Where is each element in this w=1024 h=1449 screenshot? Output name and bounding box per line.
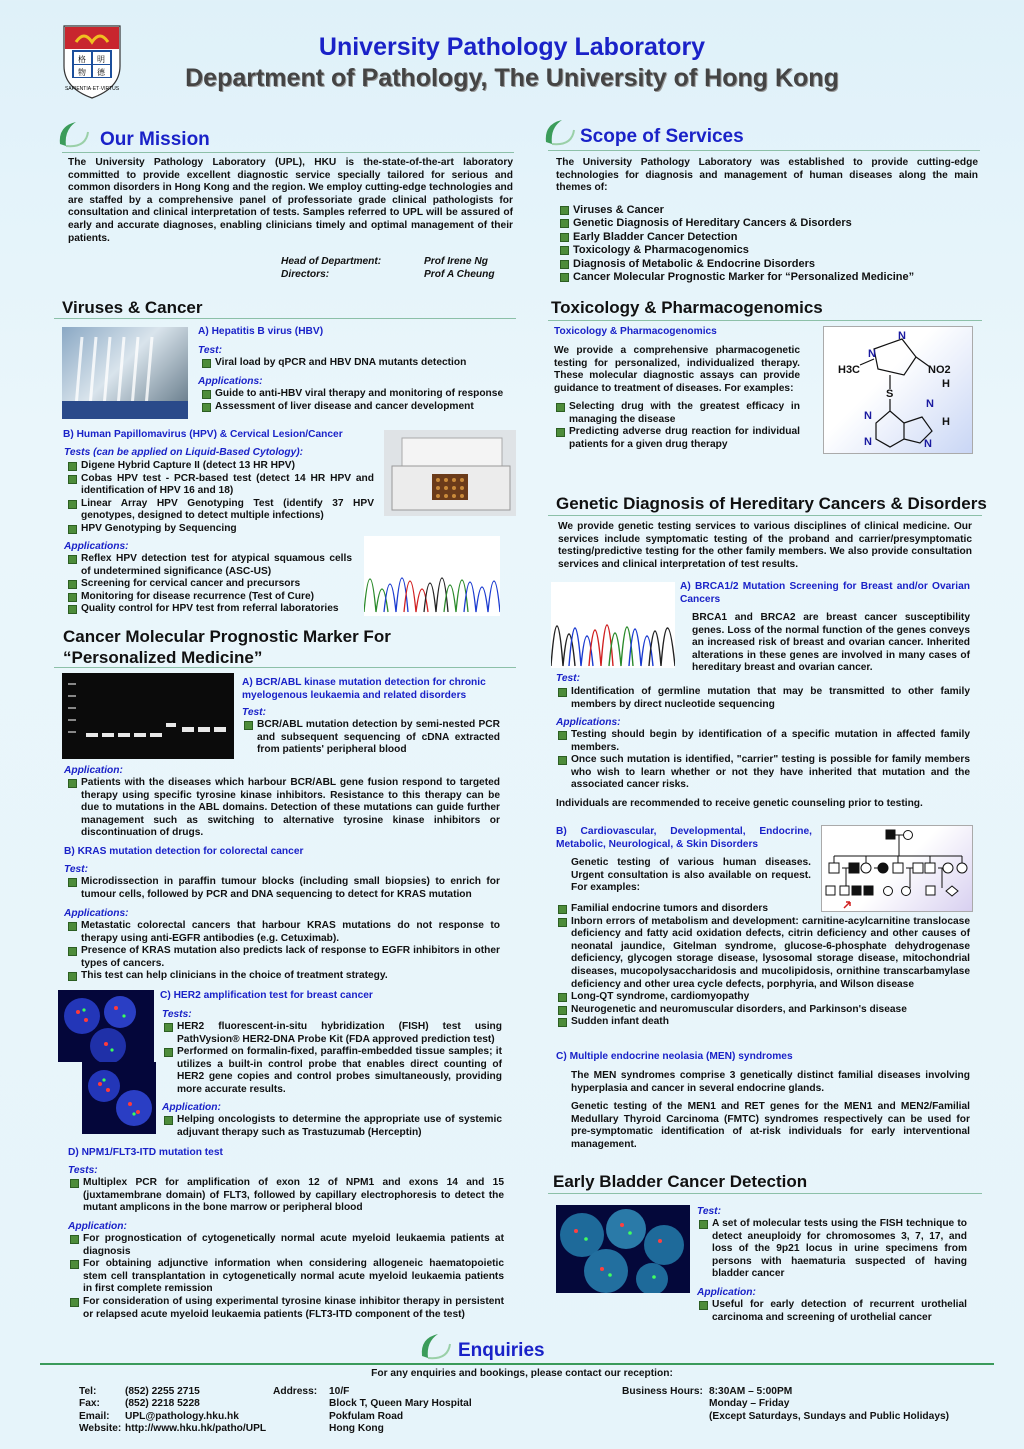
swoosh-icon <box>56 118 90 152</box>
genetic-body: We provide genetic testing services to various disciplines of clinical medicine. Our services include symptomatic testing of the proband and carrier/presymptomatic testing/predictive testing for the other family members. We also provide consultation services and clinical interpretation of test results. <box>558 521 972 570</box>
divider <box>548 515 982 516</box>
list-item: Familial endocrine tumors and disorders <box>556 903 970 916</box>
list-item: Testing should begin by identification of a specific mutation in affected family members. <box>556 729 970 754</box>
svg-text:SAPIENTIA·ET·VIRTUS: SAPIENTIA·ET·VIRTUS <box>64 86 120 92</box>
list-item: Digene Hybrid Capture II (detect 13 HR HPV) <box>66 460 374 473</box>
list-item: Diagnosis of Metabolic & Endocrine Disorders <box>558 258 978 271</box>
list-item: BCR/ABL mutation detection by semi-nested PCR and subsequent sequencing of cDNA extracted from patients' peripheral blood <box>242 719 500 757</box>
list-item: Reflex HPV detection test for atypical squamous cells of undetermined significance (ASC-US) <box>66 553 352 578</box>
address-label: Address: <box>273 1386 318 1397</box>
tox-heading: Toxicology & Pharmacogenomics <box>551 298 823 317</box>
applications-label: Applications: <box>198 376 263 387</box>
directors-label: Directors: <box>281 269 330 280</box>
men-body-1: The MEN syndromes comprise 3 genetically distinct familial diseases involving hyperplasia and cancer in several endocrine glands. <box>571 1070 970 1094</box>
directors-name: Prof A Cheung <box>424 269 495 280</box>
list-item: Useful for early detection of recurrent urothelial carcinoma and screening of urothelial cancer <box>697 1299 967 1324</box>
svg-text:格: 格 <box>78 55 86 64</box>
svg-text:N: N <box>924 438 932 450</box>
divider <box>54 318 516 319</box>
list-item: For obtaining adjunctive information when considering allogeneic haematopoietic stem cell transplantation in cytogenetically normal acute myeloid leukaemia patients in first complete remission <box>68 1258 504 1296</box>
svg-text:H: H <box>942 416 950 428</box>
list-item: Identification of germline mutation that may be transmitted to other family members by direct nucleotide sequencing <box>556 686 970 711</box>
counseling-note: Individuals are recommended to receive genetic counseling prior to testing. <box>556 798 923 809</box>
list-item: Quality control for HPV test from referral laboratories <box>66 603 352 616</box>
tel-label: Tel: <box>79 1386 97 1397</box>
list-item: Microdissection in paraffin tumour blocks (including small biopsies) to enrich for tumour cells, followed by PCR and DNA sequencing to detect for KRAS mutation <box>66 876 500 901</box>
hours-label: Business Hours: <box>622 1386 703 1397</box>
list-item: Performed on formalin-fixed, paraffin-embedded tissue samples; it utilizes a built-in control probe that enables direct counting of HER2 gene copies and control probes simultaneously, providing more accurate results. <box>162 1046 502 1096</box>
test-label: Test: <box>198 345 222 356</box>
divider <box>548 320 982 321</box>
list-item: Helping oncologists to determine the appropriate use of systemic adjuvant therapy such as Trastuzumab (Herceptin) <box>162 1114 502 1139</box>
svg-text:物: 物 <box>78 68 86 77</box>
address-line: Block T, Queen Mary Hospital <box>329 1398 472 1410</box>
application-label: Application: <box>68 1221 127 1232</box>
viruses-heading: Viruses & Cancer <box>62 298 203 317</box>
gel-photo <box>62 673 234 759</box>
mission-heading: Our Mission <box>100 129 210 150</box>
list-item: This test can help clinicians in the choice of treatment strategy. <box>66 970 500 983</box>
address-line: Pokfulam Road <box>329 1410 404 1422</box>
hpv-apps-label: Applications: <box>64 541 129 552</box>
head-name: Prof Irene Ng <box>424 256 488 267</box>
list-item: Linear Array HPV Genotyping Test (identify 37 HPV genotypes, designed to detect multiple infections) <box>66 498 374 523</box>
svg-text:N: N <box>864 436 872 448</box>
business-hours <box>709 1386 949 1423</box>
fish-photo-1 <box>58 990 154 1062</box>
hpv-title: B) Human Papillomavirus (HPV) & Cervical Lesion/Cancer <box>63 429 343 440</box>
list-item: Predicting adverse drug reaction for individual patients for a given drug therapy <box>554 426 800 451</box>
address <box>329 1386 472 1436</box>
divider <box>54 667 516 668</box>
her2-title: C) HER2 amplification test for breast cancer <box>160 990 373 1001</box>
molecule-diagram <box>823 326 973 454</box>
tests-label: Tests: <box>162 1009 192 1020</box>
hours-line: Monday – Friday <box>709 1398 790 1410</box>
svg-text:H: H <box>942 378 950 390</box>
mission-body: The University Pathology Laboratory (UPL), HKU is the-state-of-the-art laboratory committed to provide excellent diagnostic service specially tailored for serious and common disorders in Hong Kong and the region. We employ cutting-edge technologies and are staffed by a comprehensive panel of professoriate grade clinical pathologists for consultation and clinical interpretation of tests. Samples referred to UPL will be assured of early and accurate diagnoses, enabling clinicians timely and optimal management of their patients. <box>68 157 513 244</box>
contact-labels <box>79 1386 121 1436</box>
website-link[interactable]: http://www.hku.hk/patho/UPL <box>125 1423 267 1435</box>
cancer-heading-line1: Cancer Molecular Prognostic Marker For <box>63 627 391 646</box>
divider <box>548 1193 982 1194</box>
fish-photo-2 <box>82 1062 156 1134</box>
svg-text:NO2: NO2 <box>928 364 951 376</box>
list-item: For consideration of using experimental tyrosine kinase inhibitor therapy in persistent or relapsed acute myeloid leukaemia patients (FLT3-ITD component of the test) <box>68 1296 504 1321</box>
applications-label: Applications: <box>556 717 621 728</box>
list-item: Patients with the diseases which harbour BCR/ABL gene fusion respond to targeted therapy using specific tyrosine kinase inhibitors. Resistance to this therapy can be due to mutations in the ABL domains. Detection of these mutations can guide further management such as switching to alternative tyrosine kinase inhibitors or discontinuation of drugs. <box>66 777 500 840</box>
list-item: Assessment of liver disease and cancer development <box>200 401 512 414</box>
list-item: Screening for cervical cancer and precursors <box>66 578 352 591</box>
list-item: A set of molecular tests using the FISH technique to detect aneuploidy for chromosomes 3, 7, 17, and loss of the 9p21 locus in urine specimens from persons with haematuria suspected of having bladder cancer <box>697 1218 967 1281</box>
cancer-heading-line2: “Personalized Medicine” <box>63 648 263 667</box>
bcr-abl-title: A) BCR/ABL kinase mutation detection for chronic myelogenous leukaemia and related disorders <box>242 677 486 701</box>
list-item: Monitoring for disease recurrence (Test of Cure) <box>66 591 352 604</box>
address-line: Hong Kong <box>329 1423 384 1435</box>
svg-text:德: 德 <box>97 68 105 77</box>
list-item: Multiplex PCR for amplification of exon 12 of NPM1 and exons 14 and 15 (juxtamembrane domain) of FLT3, followed by capillary electrophoresis to detect the mutant amplicons in the bone marrow or peripheral blood <box>68 1177 504 1215</box>
fax-label: Fax: <box>79 1398 100 1410</box>
page-subtitle: Department of Pathology, The University of Hong Kong <box>185 64 839 92</box>
svg-text:N: N <box>898 330 906 342</box>
hpv-tests-label: Tests (can be applied on Liquid-Based Cytology): <box>64 447 304 458</box>
list-item: Guide to anti-HBV viral therapy and monitoring of response <box>200 388 512 401</box>
list-item: Sudden infant death <box>556 1016 970 1029</box>
hpv-device-photo <box>384 430 516 516</box>
bladder-heading: Early Bladder Cancer Detection <box>553 1172 808 1191</box>
page-title: University Pathology Laboratory <box>318 33 706 61</box>
cancer-heading <box>63 626 391 668</box>
svg-text:明: 明 <box>97 55 105 64</box>
list-item: Neurogenetic and neuromuscular disorders, and Parkinson's disease <box>556 1004 970 1017</box>
divider <box>548 150 980 151</box>
email-label: Email: <box>79 1410 110 1422</box>
list-item: For prognostication of cytogenetically normal acute myeloid leukaemia patients at diagnosis <box>68 1233 504 1258</box>
svg-text:H3C: H3C <box>838 364 861 376</box>
test-label: Test: <box>242 707 266 718</box>
list-item: HPV Genotyping by Sequencing <box>66 523 374 536</box>
brca-title: A) BRCA1/2 Mutation Screening for Breast and/or Ovarian Cancers <box>680 581 970 605</box>
list-item: Cobas HPV test - PCR-based test (detect 14 HR HPV and identification of HPV 16 and 18) <box>66 473 374 498</box>
npm1-title: D) NPM1/FLT3-ITD mutation test <box>68 1147 223 1158</box>
list-item: Once such mutation is identified, "carrier" testing is possible for family members who wish to learn whether or not they have inherited that mutation and the associated cancer risks. <box>556 754 970 792</box>
hbv-title: A) Hepatitis B virus (HBV) <box>198 326 324 337</box>
website-label: Website: <box>79 1423 122 1435</box>
cardio-body: Genetic testing of various human diseases. Urgent consultation is also available on request. For examples: <box>571 857 811 894</box>
men-title: C) Multiple endocrine neolasia (MEN) syndromes <box>556 1051 793 1062</box>
test-label: Test: <box>697 1206 721 1217</box>
address-line: 10/F <box>329 1386 350 1397</box>
tel-value[interactable]: (852) 2255 2715 <box>125 1386 200 1397</box>
swoosh-icon <box>542 116 576 150</box>
bladder-fish-photo <box>556 1205 690 1293</box>
fax-value: (852) 2218 5228 <box>125 1398 200 1410</box>
contact-values <box>125 1386 266 1436</box>
brca-chromatogram <box>551 582 675 668</box>
list-item: HER2 fluorescent-in-situ hybridization (FISH) test using PathVysion® HER2-DNA Probe Kit (FDA approved prediction test) <box>162 1021 502 1046</box>
lab-photo <box>62 327 188 419</box>
genetic-heading: Genetic Diagnosis of Hereditary Cancers & Disorders <box>556 494 987 513</box>
application-label: Application: <box>697 1287 756 1298</box>
sequencing-chromatogram <box>364 536 500 616</box>
tox-body: We provide a comprehensive pharmacogenetic testing for personalized, individualized therapy. These molecular diagnostic assays can provide guidance to treatment of diseases. For examples: <box>554 345 800 394</box>
hours-line: 8:30AM – 5:00PM <box>709 1386 793 1397</box>
application-label: Application: <box>64 765 123 776</box>
scope-list <box>558 204 978 284</box>
list-item: Toxicology & Pharmacogenomics <box>558 244 978 257</box>
list-item: Viruses & Cancer <box>558 204 978 217</box>
enquiries-heading: Enquiries <box>458 1340 545 1361</box>
list-item: Long-QT syndrome, cardiomyopathy <box>556 991 970 1004</box>
list-item: Early Bladder Cancer Detection <box>558 231 978 244</box>
test-label: Test: <box>556 673 580 684</box>
list-item: Inborn errors of metabolism and development: carnitine-acylcarnitine translocase deficiency and fatty acid oxidation defects, citrin deficiency and other causes of neonatal jaundice, Gitelman syndrome, glucose-6-phosphate dehydrogenase deficiency, glycogen storage disease, lysosomal storage disease, mitochondrial diseases, mucopolysaccharidosis and mucolipidosis, ornithine transcarbamylase deficiency and other urea cycle defects, porphyria, and Wilson disease <box>556 916 970 992</box>
svg-text:N: N <box>868 348 876 360</box>
tests-label: Tests: <box>68 1165 98 1176</box>
svg-text:N: N <box>864 410 872 422</box>
list-item: Genetic Diagnosis of Hereditary Cancers & Disorders <box>558 217 978 230</box>
svg-text:S: S <box>886 388 894 400</box>
enquiries-intro: For any enquiries and bookings, please contact our reception: <box>371 1368 673 1379</box>
tox-subtitle: Toxicology & Pharmacogenomics <box>554 326 717 337</box>
scope-heading: Scope of Services <box>580 126 744 147</box>
head-label: Head of Department: <box>281 256 382 267</box>
men-body-2: Genetic testing of the MEN1 and RET genes for the MEN1 and MEN2/Familial Medullary Thyroid Carcinoma (FMTC) syndromes respectively can be used for pre-symptomatic identification of at-risk individuals for early interventional management. <box>571 1101 970 1150</box>
cardio-title: B) Cardiovascular, Developmental, Endocrine, Metabolic, Neurological, & Skin Disorders <box>556 826 812 850</box>
hours-line: (Except Saturdays, Sundays and Public Holidays) <box>709 1410 950 1422</box>
swoosh-icon <box>418 1330 452 1364</box>
pedigree-chart <box>821 825 973 912</box>
scope-body: The University Pathology Laboratory was established to provide cutting-edge technologies for diagnosis and management of human diseases along the main themes of: <box>556 157 978 194</box>
brca-body: BRCA1 and BRCA2 are breast cancer susceptibility genes. Loss of the normal function of the genes conveys an increased risk of breast and ovarian cancer. Inherited alterations in these genes are involved in many cases of hereditary breast and ovarian cancer. <box>692 612 970 674</box>
list-item: Viral load by qPCR and HBV DNA mutants detection <box>200 357 512 370</box>
divider <box>40 1363 994 1365</box>
application-label: Application: <box>162 1102 221 1113</box>
kras-title: B) KRAS mutation detection for colorectal cancer <box>64 846 304 857</box>
list-item: Metastatic colorectal cancers that harbour KRAS mutations do not response to therapy using anti-EGFR antibodies (e.g. Cetuximab). <box>66 920 500 945</box>
test-label: Test: <box>64 864 88 875</box>
applications-label: Applications: <box>64 908 129 919</box>
list-item: Selecting drug with the greatest efficacy in managing the disease <box>554 401 800 426</box>
list-item: Cancer Molecular Prognostic Marker for “Personalized Medicine” <box>558 271 978 284</box>
divider <box>62 152 514 153</box>
svg-text:N: N <box>926 398 934 410</box>
list-item: Presence of KRAS mutation also predicts lack of response to EGFR inhibitors in other types of cancers. <box>66 945 500 970</box>
email-link[interactable]: UPL@pathology.hku.hk <box>125 1410 239 1422</box>
